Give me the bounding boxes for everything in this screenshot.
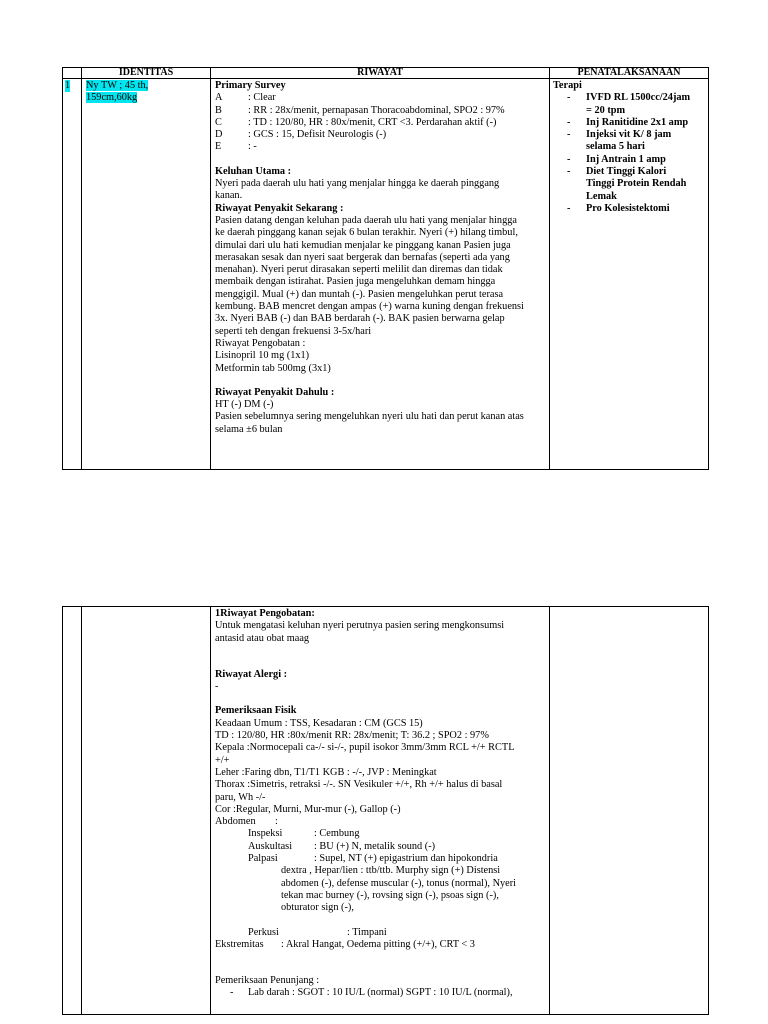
terapi-item: - Diet Tinggi Kalori Tinggi Protein Rendah Lemak — [567, 166, 687, 202]
terapi-item: - Inj Antrain 1 amp — [567, 153, 666, 165]
table-2-bottom-border — [62, 1014, 709, 1015]
table-2-col-line — [549, 606, 550, 1015]
bullet-dash-icon: - — [567, 202, 571, 214]
palpasi-cont-line: dextra , Hepar/lien : ttb/ttb. Murphy sign (+) Distensi — [281, 865, 501, 877]
header-identitas: IDENTITAS — [118, 67, 174, 78]
riw-pengobatan-title: 1Riwayat Pengobatan: — [215, 608, 315, 619]
fisik-line: Kepala :Normocepali ca-/- si-/-, pupil isokor 3mm/3mm RCL +/+ RCTL — [215, 742, 515, 754]
table-2-top-border — [62, 606, 709, 607]
header-riwayat: RIWAYAT — [357, 67, 403, 78]
penunjang-title: Pemeriksaan Penunjang : — [215, 975, 320, 987]
table-2-col-line — [708, 606, 709, 1015]
terapi-item: - Inj Ranitidine 2x1 amp — [567, 116, 689, 128]
terapi-item: - IVFD RL 1500cc/24jam = 20 tpm — [567, 92, 691, 116]
riwayat-cell-2 — [215, 608, 547, 1000]
abcde-row: A : Clear — [215, 92, 276, 104]
bullet-dash-icon: - — [567, 92, 571, 104]
palpasi-cont-line: abdomen (-), defense muscular (-), tonus (normal), Nyeri — [281, 877, 517, 889]
riw-pengobatan-line: Untuk mengatasi keluhan nyeri perutnya pasien sering mengkonsumsi — [215, 620, 505, 632]
rps-line: 3x. Nyeri BAB (-) dan BAB berdarah (-). BAK pasien berwarna gelap — [215, 313, 505, 325]
identitas-line: 159cm,60kg — [86, 92, 138, 104]
rps-line: dimulai dari ulu hati kemudian menjalar ke pinggang kanan Pasien juga — [215, 239, 511, 251]
keluhan-title: Keluhan Utama : — [215, 165, 292, 177]
rps-line: ke daerah pinggang kanan sejak 6 bulan terakhir. Nyeri (+) hilang timbul, — [215, 227, 518, 239]
rps-line: menahan). Nyeri perut dirasakan seperti melilit dan diremas dan tidak — [215, 264, 503, 276]
table-1-col-line — [62, 67, 63, 470]
table-1-bottom-border — [62, 469, 709, 470]
fisik-line: TD : 120/80, HR :80x/menit RR: 28x/menit; T: 36.2 ; SPO2 : 97% — [215, 730, 489, 742]
palpasi-row: Palpasi : Supel, NT (+) epigastrium dan hipokondria — [248, 853, 498, 865]
rps-line: seperti teh dengan frekuensi 3-5x/hari — [215, 325, 372, 337]
keluhan-line: Nyeri pada daerah ulu hati yang menjalar hingga ke daerah pinggang — [215, 178, 500, 190]
palpasi-cont-line: tekan mac burney (-), rovsing sign (-), psoas sign (-), — [281, 889, 499, 901]
terapi-title: Terapi — [553, 80, 582, 91]
abdomen-row: Abdomen : — [215, 816, 278, 828]
fisik-title: Pemeriksaan Fisik — [215, 705, 297, 717]
fisik-line: Leher :Faring dbn, T1/T1 KGB : -/-, JVP : Meningkat — [215, 766, 437, 778]
riwayat-cell — [215, 80, 547, 436]
ekstremitas-row: Ekstremitas : Akral Hangat, Oedema pitting (+/+), CRT < 3 — [215, 938, 475, 950]
table-2-col-line — [81, 606, 82, 1015]
penatalaksanaan-cell — [553, 80, 707, 215]
pengobatan-line: Metformin tab 500mg (3x1) — [215, 362, 331, 374]
rps-line: Pasien datang dengan keluhan pada daerah ulu hati yang menjalar hingga — [215, 214, 517, 226]
table-1-col-line — [708, 67, 709, 470]
bullet-dash-icon: - — [567, 166, 571, 178]
auskultasi-row: Auskultasi : BU (+) N, metalik sound (-) — [248, 840, 436, 852]
table-1-col-line — [81, 67, 82, 470]
terapi-item: - Pro Kolesistektomi — [567, 202, 670, 214]
identitas-line: Ny TW ; 45 th, — [86, 80, 149, 91]
bullet-dash-icon: - — [567, 116, 571, 128]
fisik-line: +/+ — [215, 754, 230, 766]
bullet-dash-icon: - — [567, 153, 571, 165]
riw-pengobatan-line: antasid atau obat maag — [215, 632, 310, 644]
palpasi-cont-line: obturator sign (-), — [281, 902, 354, 914]
abcde-row: E : - — [215, 141, 257, 153]
alergi-value: - — [215, 681, 219, 693]
rpd-line: selama ±6 bulan — [215, 423, 283, 435]
fisik-line: Cor :Regular, Murni, Mur-mur (-), Gallop (-) — [215, 803, 401, 815]
perkusi-row: Perkusi : Timpani — [248, 926, 387, 938]
rps-line: membaik dengan istirahat. Pasien juga mengeluhkan demam hingga — [215, 276, 496, 288]
rpd-title: Riwayat Penyakit Dahulu : — [215, 386, 335, 398]
primary-survey-title: Primary Survey — [215, 80, 286, 91]
alergi-title: Riwayat Alergi : — [215, 668, 288, 680]
rps-title: Riwayat Penyakit Sekarang : — [215, 202, 344, 214]
fisik-line: Keadaan Umum : TSS, Kesadaran : CM (GCS 15) — [215, 717, 423, 729]
rps-line: menggigil. Mual (+) dan muntah (-). Pasien mengeluhkan perut terasa — [215, 288, 504, 300]
fisik-line: paru, Wh -/- — [215, 791, 266, 803]
table-2-col-line — [62, 606, 63, 1015]
terapi-item: - Injeksi vit K/ 8 jam selama 5 hari — [567, 129, 672, 153]
table-2-col-line — [210, 606, 211, 1015]
pengobatan-line: Riwayat Pengobatan : — [215, 337, 306, 349]
rps-line: merasakan sesak dan nyeri saat bergerak dan bernafas (seperti ada yang — [215, 251, 510, 263]
header-penatalaksanaan: PENATALAKSANAAN — [577, 67, 681, 78]
table-1-col-line — [549, 67, 550, 470]
keluhan-line: kanan. — [215, 190, 243, 202]
abcde-row: C : TD : 120/80, HR : 80x/menit, CRT <3. Perdarahan aktif (-) — [215, 116, 497, 128]
abcde-row: B : RR : 28x/menit, pernapasan Thoracoabdominal, SPO2 : 97% — [215, 104, 505, 116]
table-1-col-line — [210, 67, 211, 470]
rpd-line: HT (-) DM (-) — [215, 399, 274, 411]
rps-line: kembung. BAB mencret dengan ampas (+) warna kuning dengan frekuensi — [215, 301, 524, 313]
bullet-dash-icon: - — [567, 129, 571, 141]
inspeksi-row: Inspeksi : Cembung — [248, 828, 360, 840]
abcde-row: D : GCS : 15, Defisit Neurologis (-) — [215, 129, 387, 141]
fisik-line: Thorax :Simetris, retraksi -/-. SN Vesikuler +/+, Rh +/+ halus di basal — [215, 779, 503, 791]
row-number: 1 — [65, 80, 71, 91]
bullet-dash-icon: - — [230, 987, 234, 999]
pengobatan-line: Lisinopril 10 mg (1x1) — [215, 350, 310, 362]
penunjang-item: - Lab darah : SGOT : 10 IU/L (normal) SGPT : 10 IU/L (normal), — [230, 987, 513, 999]
identitas-cell — [86, 80, 148, 105]
rpd-line: Pasien sebelumnya sering mengeluhkan nyeri ulu hati dan perut kanan atas — [215, 411, 524, 423]
